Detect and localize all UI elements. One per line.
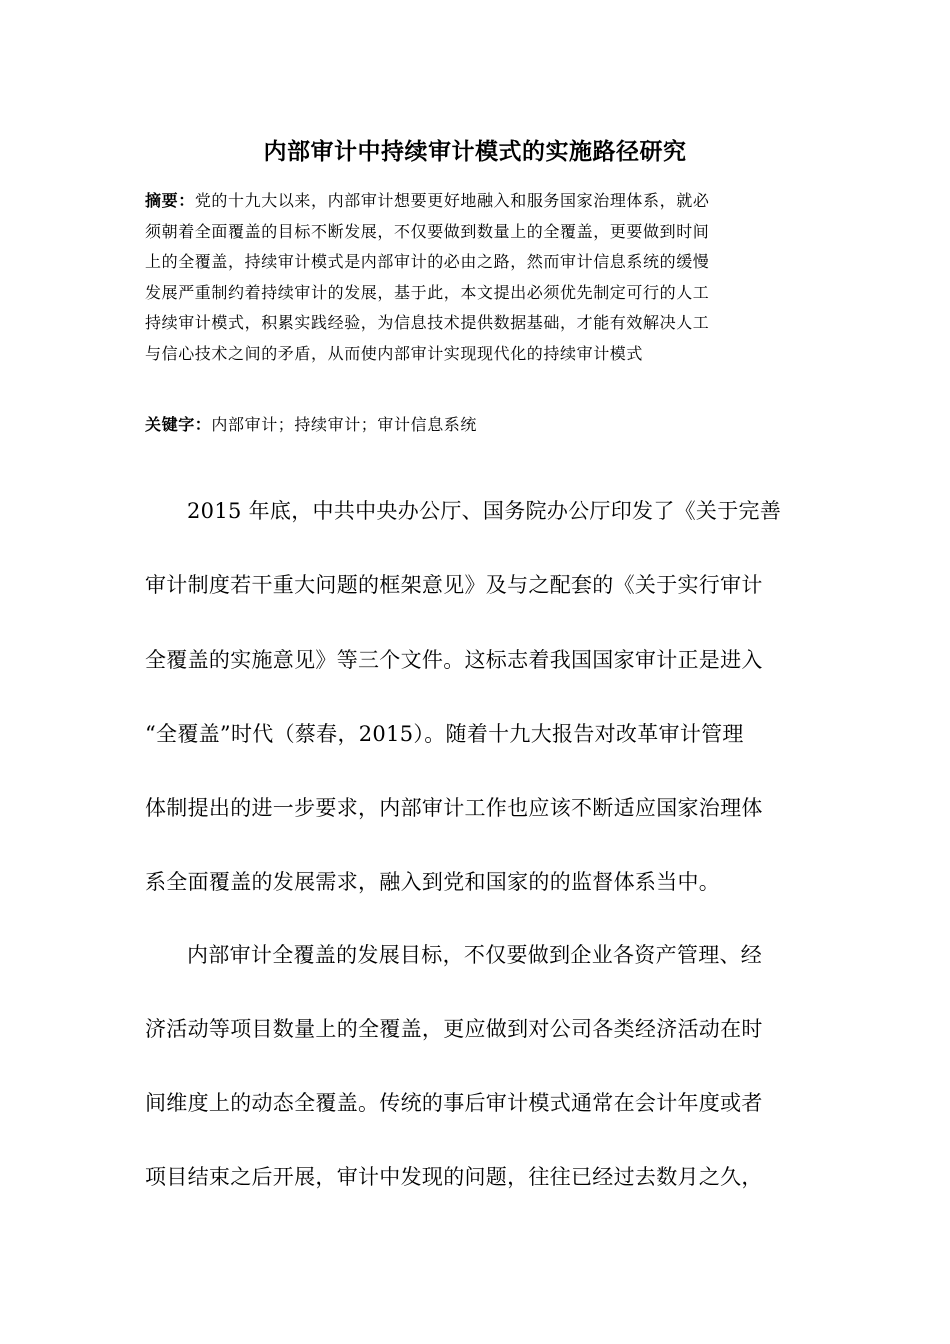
abstract-line: 持续审计模式，积累实践经验，为信息技术提供数据基础，才能有效解决人工 (145, 313, 710, 332)
keywords-text: 内部审计；持续审计；审计信息系统 (211, 415, 478, 434)
body-line: 内部审计全覆盖的发展目标，不仅要做到企业各资产管理、经 (187, 943, 763, 967)
abstract-label: 摘要： (145, 191, 195, 210)
body-line: 审计制度若干重大问题的框架意见》及与之配套的《关于实行审计 (145, 573, 763, 597)
body-line: 项目结束之后开展，审计中发现的问题，往往已经过去数月之久， (145, 1165, 763, 1189)
abstract-line: 与信心技术之间的矛盾，从而使内部审计实现现代化的持续审计模式 (145, 343, 644, 363)
keywords-block (145, 410, 807, 440)
body-line: 全覆盖的实施意见》等三个文件。这标志着我国国家审计正是进入 (145, 648, 763, 672)
abstract-line: 发展严重制约着持续审计的发展，基于此，本文提出必须优先制定可行的人工 (145, 282, 710, 302)
abstract-block (145, 186, 807, 369)
body-line: 体制提出的进一步要求，内部审计工作也应该不断适应国家治理体 (145, 796, 763, 820)
abstract-line: 上的全覆盖，持续审计模式是内部审计的必由之路，然而审计信息系统的缓慢 (145, 252, 710, 271)
paper-title: 内部审计中持续审计模式的实施路径研究 (263, 139, 687, 165)
body-line: 系全面覆盖的发展需求，融入到党和国家的的监督体系当中。 (145, 870, 721, 894)
abstract-text: 党的十九大以来，内部审计想要更好地融入和服务国家治理体系，就必 (194, 191, 710, 210)
keywords-label: 关键字： (145, 415, 212, 434)
abstract-line (145, 186, 807, 217)
body-line: “全覆盖”时代（蔡春，2015）。随着十九大报告对改革审计管理 (145, 722, 744, 746)
abstract-line: 须朝着全面覆盖的目标不断发展，不仅要做到数量上的全覆盖，更要做到时间 (145, 221, 710, 241)
body-line: 济活动等项目数量上的全覆盖，更应做到对公司各类经济活动在时 (145, 1017, 763, 1041)
body-line: 间维度上的动态全覆盖。传统的事后审计模式通常在会计年度或者 (145, 1091, 763, 1115)
body-line: 2015 年底，中共中央办公厅、国务院办公厅印发了《关于完善 (187, 499, 782, 523)
